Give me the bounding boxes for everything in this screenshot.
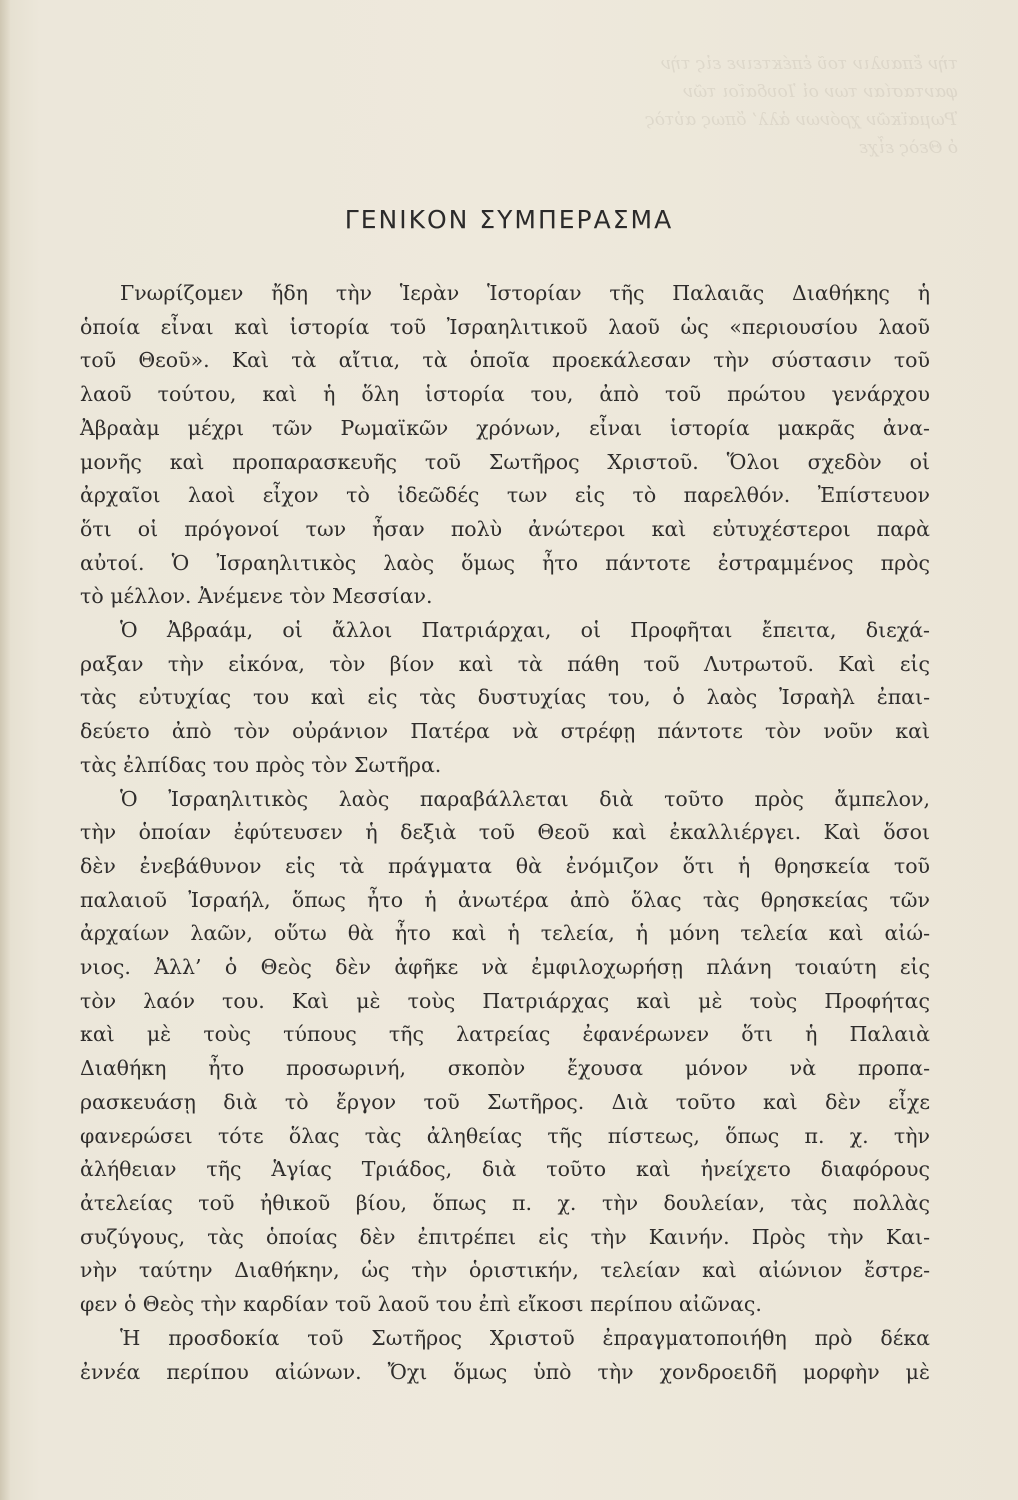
text-line: φανερώσει τότε ὅλας τὰς ἀληθείας τῆς πίστεως, ὅπως π. χ. τὴν [80, 1123, 930, 1148]
text-line: τὰς εὐτυχίας του καὶ εἰς τὰς δυστυχίας του, ὁ λαὸς Ἰσραὴλ ἐπαι- [80, 685, 930, 710]
text-line: φεν ὁ Θεὸς τὴν καρδίαν τοῦ λαοῦ του ἐπὶ εἴκοσι περίπου αἰῶνας. [80, 1292, 762, 1317]
text-line: ραξαν τὴν εἰκόνα, τὸν βίον καὶ τὰ πάθη τοῦ Λυτρωτοῦ. Καὶ εἰς [80, 651, 930, 676]
text-line: ἀρχαῖοι λαοὶ εἶχον τὸ ἰδεῶδές των εἰς τὸ παρελθόν. Ἐπίστευον [80, 483, 930, 508]
text-line: ὁποία εἶναι καὶ ἱστορία τοῦ Ἰσραηλιτικοῦ λαοῦ ὡς «περιουσίου λαοῦ [80, 314, 930, 339]
text-line: νὴν ταύτην Διαθήκην, ὡς τὴν ὁριστικήν, τελείαν καὶ αἰώνιον ἔστρε- [80, 1258, 930, 1283]
text-line: τὸν λαόν του. Καὶ μὲ τοὺς Πατριάρχας καὶ μὲ τοὺς Προφήτας [80, 988, 930, 1013]
text-line: τὸ μέλλον. Ἀνέμενε τὸν Μεσσίαν. [80, 584, 433, 609]
text-line: τὰς ἐλπίδας του πρὸς τὸν Σωτῆρα. [80, 752, 442, 777]
text-line: ἀρχαίων λαῶν, οὕτω θὰ ἦτο καὶ ἡ τελεία, ἡ μόνη τελεία καὶ αἰώ- [80, 921, 930, 946]
text-line: ἐννέα περίπου αἰώνων. Ὄχι ὅμως ὑπὸ τὴν χονδροειδῆ μορφὴν μὲ [80, 1359, 930, 1384]
text-line: παλαιοῦ Ἰσραήλ, ὅπως ἦτο ἡ ἀνωτέρα ἀπὸ ὅλας τὰς θρησκείας τῶν [80, 887, 930, 912]
page-title: ΓΕΝΙΚΟΝ ΣΥΜΠΕΡΑΣΜΑ [344, 205, 674, 234]
text-line: Ἡ προσδοκία τοῦ Σωτῆρος Χριστοῦ ἐπραγματοποιήθη πρὸ δέκα [120, 1325, 930, 1350]
text-line: Διαθήκη ἦτο προσωρινή, σκοπὸν ἔχουσα μόνον νὰ προπα- [80, 1056, 930, 1081]
text-line: δεύετο ἀπὸ τὸν οὐράνιον Πατέρα νὰ στρέφῃ πάντοτε τὸν νοῦν καὶ [80, 719, 930, 744]
text-line: Ὁ Ἰσραηλιτικὸς λαὸς παραβάλλεται διὰ τοῦτο πρὸς ἄμπελον, [120, 786, 930, 811]
text-line: δὲν ἐνεβάθυνον εἰς τὰ πράγματα θὰ ἐνόμιζον ὅτι ἡ θρησκεία τοῦ [80, 853, 930, 878]
text-line: συζύγους, τὰς ὁποίας δὲν ἐπιτρέπει εἰς τὴν Καινήν. Πρὸς τὴν Και- [80, 1224, 930, 1249]
text-line: ἀλήθειαν τῆς Ἁγίας Τριάδος, διὰ τοῦτο καὶ ἠνείχετο διαφόρους [80, 1157, 930, 1182]
text-line: λαοῦ τούτου, καὶ ἡ ὅλη ἱστορία του, ἀπὸ τοῦ πρώτου γενάρχου [80, 382, 930, 407]
text-line: Ἀβραὰμ μέχρι τῶν Ρωμαϊκῶν χρόνων, εἶναι ἱστορία μακρᾶς ἀνα- [80, 415, 930, 440]
text-line: τοῦ Θεοῦ». Καὶ τὰ αἴτια, τὰ ὁποῖα προεκάλεσαν τὴν σύστασιν τοῦ [80, 348, 930, 373]
text-line: καὶ μὲ τοὺς τύπους τῆς λατρείας ἐφανέρωνεν ὅτι ἡ Παλαιὰ [80, 1022, 930, 1047]
text-line: μονῆς καὶ προπαρασκευῆς τοῦ Σωτῆρος Χριστοῦ. Ὅλοι σχεδὸν οἱ [80, 449, 930, 474]
text-line: ρασκευάσῃ διὰ τὸ ἔργον τοῦ Σωτῆρος. Διὰ τοῦτο καὶ δὲν εἶχε [80, 1089, 930, 1114]
text-line: αὐτοί. Ὁ Ἰσραηλιτικὸς λαὸς ὅμως ἦτο πάντοτε ἐστραμμένος πρὸς [80, 550, 930, 575]
body-text [80, 277, 930, 1389]
bleed-through-text: τὴν ἔπαυλιν τοῦ ἐπέκτεινε εἰς τὴν φαντασίαν των οἱ Ἰουδαῖοι τῶν Ῥωμαϊκῶν χρόνων ἀλλ’ ὅπως αὐτὸς ὁ Θεὸς εἶχε [645, 54, 958, 158]
text-line: ἀτελείας τοῦ ἠθικοῦ βίου, ὅπως π. χ. τὴν δουλείαν, τὰς πολλὰς [80, 1190, 930, 1215]
text-line: νιος. Ἀλλ’ ὁ Θεὸς δὲν ἀφῆκε νὰ ἐμφιλοχωρήσῃ πλάνη τοιαύτη εἰς [80, 955, 930, 980]
text-line: Ὁ Ἀβραάμ, οἱ ἄλλοι Πατριάρχαι, οἱ Προφῆται ἔπειτα, διεχά- [120, 618, 930, 643]
text-line: τὴν ὁποίαν ἐφύτευσεν ἡ δεξιὰ τοῦ Θεοῦ καὶ ἐκαλλιέργει. Καὶ ὅσοι [80, 820, 930, 845]
text-line: Γνωρίζομεν ἤδη τὴν Ἱερὰν Ἱστορίαν τῆς Παλαιᾶς Διαθήκης ἡ [120, 281, 930, 305]
text-line: ὅτι οἱ πρόγονοί των ἦσαν πολὺ ἀνώτεροι καὶ εὐτυχέστεροι παρὰ [80, 516, 930, 541]
